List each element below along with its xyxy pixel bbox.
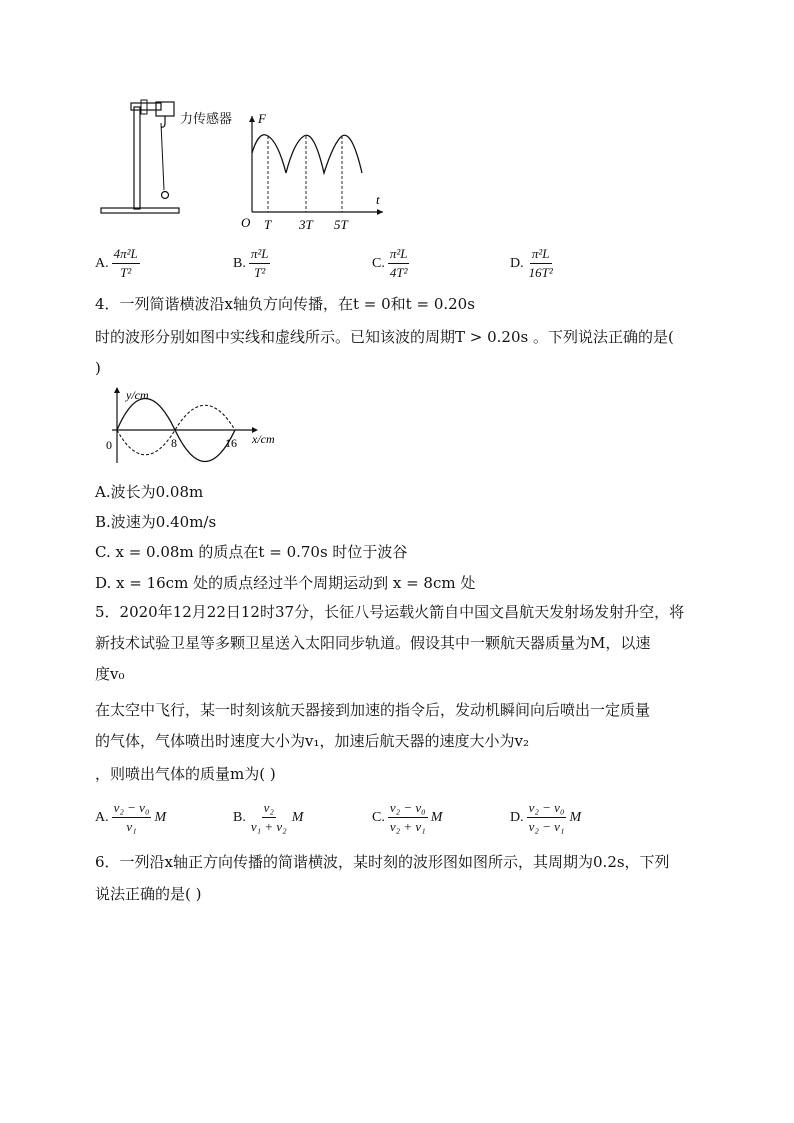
q5-option-d[interactable]: D. $\frac{\text{v₂ − v₀}}{\text{v₂ − v₁}}$ M bbox=[510, 800, 582, 834]
wave-figure-q4 bbox=[100, 383, 290, 468]
q3-option-d[interactable]: D. $\frac{\text{π²L}}{\text{16T²}}$ bbox=[510, 246, 553, 280]
origin-label: O bbox=[241, 215, 251, 230]
force-time-graph bbox=[238, 108, 388, 233]
tick-0: 0 bbox=[106, 438, 112, 452]
tick-5T: 5T bbox=[334, 217, 348, 232]
q5-line-3: 度v₀ bbox=[95, 665, 125, 683]
q5-line-2: 新技术试验卫星等多颗卫星送入太阳同步轨道。假设其中一颗航天器质量为M，以速 bbox=[95, 634, 651, 652]
tick-16: 16 bbox=[225, 436, 237, 450]
q5-line-6: ，则喷出气体的质量m为( ) bbox=[95, 765, 276, 783]
tick-3T: 3T bbox=[299, 217, 313, 232]
y-axis-label: y/cm bbox=[126, 388, 149, 402]
axis-F-label: F bbox=[258, 111, 266, 126]
q5-line-5: 的气体，气体喷出时速度大小为v₁，加速后航天器的速度大小为v₂ bbox=[95, 732, 529, 750]
q4-option-b[interactable]: B.波速为0.40m/s bbox=[95, 513, 217, 531]
q4-option-a[interactable]: A.波长为0.08m bbox=[95, 483, 204, 501]
q4-line-1: 4．一列简谐横波沿x轴负方向传播，在t = 0和t = 0.20s bbox=[95, 295, 475, 313]
tick-T: T bbox=[264, 217, 272, 232]
q4-option-c[interactable]: C. x = 0.08m 的质点在t = 0.70s 时位于波谷 bbox=[95, 543, 408, 561]
q4-option-d[interactable]: D. x = 16cm 处的质点经过半个周期运动到 x = 8cm 处 bbox=[95, 574, 476, 592]
q5-option-c[interactable]: C. $\frac{\text{v₂ − v₀}}{\text{v₂ + v₁}}$ M bbox=[372, 800, 443, 834]
q5-option-a[interactable]: A. $\frac{\text{v₂ − v₀}}{\text{v₁}}$ M bbox=[95, 800, 167, 834]
axis-t-label: t bbox=[376, 192, 380, 207]
q4-line-3: ) bbox=[95, 359, 101, 377]
q3-option-c[interactable]: C. $\frac{\text{π²L}}{\text{4T²}}$ bbox=[372, 246, 408, 280]
q6-line-1: 6．一列沿x轴正方向传播的简谐横波，某时刻的波形图如图所示，其周期为0.2s，下列 bbox=[95, 853, 670, 871]
x-axis-label: x/cm bbox=[252, 432, 275, 446]
q5-line-4: 在太空中飞行，某一时刻该航天器接到加速的指令后，发动机瞬间向后喷出一定质量 bbox=[95, 701, 651, 719]
q5-line-1: 5．2020年12月22日12时37分，长征八号运载火箭自中国文昌航天发射场发射升空，将 bbox=[95, 603, 685, 621]
q4-line-2: 时的波形分别如图中实线和虚线所示。已知该波的周期T > 0.20s 。下列说法正确的是( bbox=[95, 328, 674, 346]
force-curve bbox=[252, 135, 362, 173]
force-sensor-label: 力传感器 bbox=[180, 112, 233, 127]
q3-option-a[interactable]: A. $\frac{\text{4π²L}}{\text{T²}}$ bbox=[95, 246, 138, 280]
q6-line-2: 说法正确的是( ) bbox=[95, 885, 202, 903]
tick-8: 8 bbox=[171, 436, 177, 450]
q3-option-b[interactable]: B. $\frac{\text{π²L}}{\text{T²}}$ bbox=[233, 246, 269, 280]
q5-option-b[interactable]: B. $\frac{\text{v₂}}{\text{v₁ + v₂}}$ M bbox=[233, 800, 304, 834]
